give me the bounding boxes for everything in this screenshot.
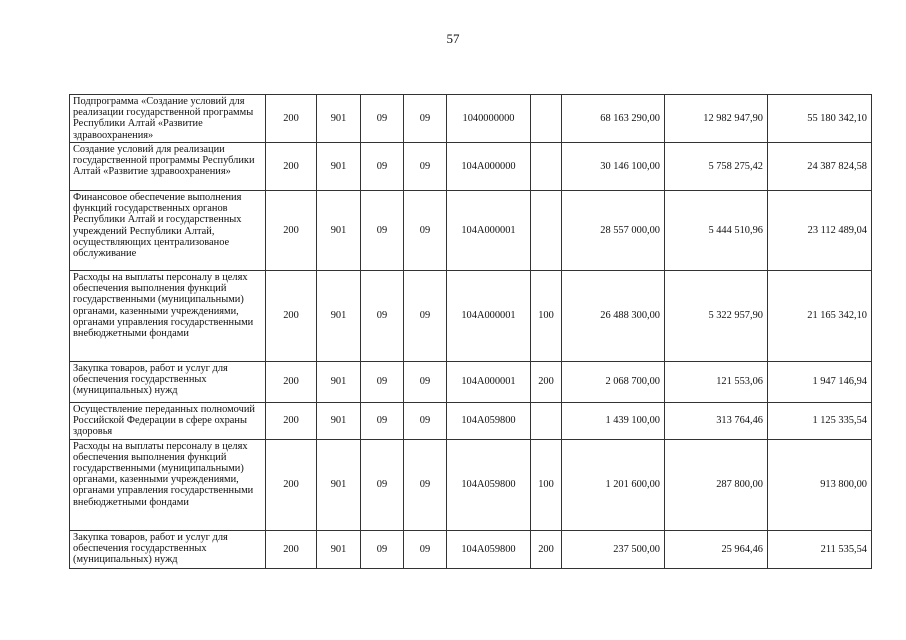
row-amount-plan: 28 557 000,00 [562,191,665,271]
table-row [70,530,872,568]
row-amount-executed: 121 553,06 [665,362,768,403]
row-code-vedomstvo: 901 [317,143,361,191]
budget-table [69,94,872,569]
table-body [70,95,872,569]
row-code-subsection: 09 [404,530,447,568]
row-name: Закупка товаров, работ и услуг для обеспечения государственных (муниципальных) нужд [70,530,266,568]
row-expense-type [531,191,562,271]
row-code-section: 09 [361,191,404,271]
row-code-subsection: 09 [404,271,447,362]
row-amount-plan: 68 163 290,00 [562,95,665,143]
row-code-admin: 200 [266,191,317,271]
row-code-subsection: 09 [404,439,447,530]
row-target-article: 104А059800 [447,530,531,568]
row-amount-remaining: 23 112 489,04 [768,191,872,271]
row-target-article: 104А000000 [447,143,531,191]
row-code-vedomstvo: 901 [317,530,361,568]
row-amount-remaining: 1 125 335,54 [768,403,872,440]
row-amount-remaining: 913 800,00 [768,439,872,530]
row-amount-remaining: 24 387 824,58 [768,143,872,191]
row-code-admin: 200 [266,403,317,440]
row-target-article: 104А059800 [447,403,531,440]
row-code-vedomstvo: 901 [317,362,361,403]
row-code-admin: 200 [266,439,317,530]
table-row [70,143,872,191]
row-amount-executed: 287 800,00 [665,439,768,530]
row-amount-executed: 5 758 275,42 [665,143,768,191]
row-amount-remaining: 1 947 146,94 [768,362,872,403]
row-code-section: 09 [361,530,404,568]
table-row [70,271,872,362]
row-name: Расходы на выплаты персоналу в целях обеспечения выполнения функций государственными (муниципальными) органами, казенными учреждениями, органами управления государственными внебюджетными фондами [70,439,266,530]
row-code-vedomstvo: 901 [317,95,361,143]
row-expense-type [531,403,562,440]
row-code-section: 09 [361,403,404,440]
page-number: 57 [446,31,460,46]
row-code-section: 09 [361,95,404,143]
row-amount-plan: 1 439 100,00 [562,403,665,440]
row-code-vedomstvo: 901 [317,439,361,530]
row-code-subsection: 09 [404,191,447,271]
row-target-article: 1040000000 [447,95,531,143]
table-row [70,191,872,271]
row-code-subsection: 09 [404,143,447,191]
row-amount-plan: 237 500,00 [562,530,665,568]
row-amount-remaining: 211 535,54 [768,530,872,568]
row-amount-executed: 5 444 510,96 [665,191,768,271]
row-name: Осуществление переданных полномочий Российской Федерации в сфере охраны здоровья [70,403,266,440]
row-target-article: 104А000001 [447,271,531,362]
row-amount-remaining: 21 165 342,10 [768,271,872,362]
row-expense-type: 200 [531,530,562,568]
row-name: Расходы на выплаты персоналу в целях обеспечения выполнения функций государственными (муниципальными) органами, казенными учреждениями, органами управления государственными внебюджетными фондами [70,271,266,362]
row-code-admin: 200 [266,362,317,403]
row-name: Создание условий для реализации государственной программы Республики Алтай «Развитие здравоохранения» [70,143,266,191]
row-target-article: 104А000001 [447,362,531,403]
row-expense-type: 200 [531,362,562,403]
row-amount-executed: 313 764,46 [665,403,768,440]
row-code-admin: 200 [266,95,317,143]
row-code-admin: 200 [266,530,317,568]
row-amount-plan: 1 201 600,00 [562,439,665,530]
row-code-vedomstvo: 901 [317,191,361,271]
row-amount-executed: 12 982 947,90 [665,95,768,143]
row-code-subsection: 09 [404,95,447,143]
row-target-article: 104А059800 [447,439,531,530]
row-code-admin: 200 [266,271,317,362]
row-expense-type: 100 [531,271,562,362]
row-code-vedomstvo: 901 [317,271,361,362]
row-amount-executed: 5 322 957,90 [665,271,768,362]
table-row [70,362,872,403]
table-row [70,439,872,530]
row-code-subsection: 09 [404,403,447,440]
row-name: Подпрограмма «Создание условий для реализации государственной программы Республики Алтай «Развитие здравоохранения» [70,95,266,143]
row-expense-type [531,143,562,191]
row-name: Закупка товаров, работ и услуг для обеспечения государственных (муниципальных) нужд [70,362,266,403]
row-target-article: 104А000001 [447,191,531,271]
row-code-subsection: 09 [404,362,447,403]
row-name: Финансовое обеспечение выполнения функций государственных органов Республики Алтай и государственных учреждений Республики Алтай, осуществляющих централизованое обслуживание [70,191,266,271]
row-amount-plan: 26 488 300,00 [562,271,665,362]
row-code-section: 09 [361,271,404,362]
row-code-section: 09 [361,143,404,191]
row-amount-plan: 30 146 100,00 [562,143,665,191]
row-amount-plan: 2 068 700,00 [562,362,665,403]
row-code-section: 09 [361,362,404,403]
row-amount-executed: 25 964,46 [665,530,768,568]
table-row [70,95,872,143]
table-row [70,403,872,440]
row-code-vedomstvo: 901 [317,403,361,440]
row-expense-type: 100 [531,439,562,530]
row-amount-remaining: 55 180 342,10 [768,95,872,143]
row-code-admin: 200 [266,143,317,191]
row-code-section: 09 [361,439,404,530]
row-expense-type [531,95,562,143]
